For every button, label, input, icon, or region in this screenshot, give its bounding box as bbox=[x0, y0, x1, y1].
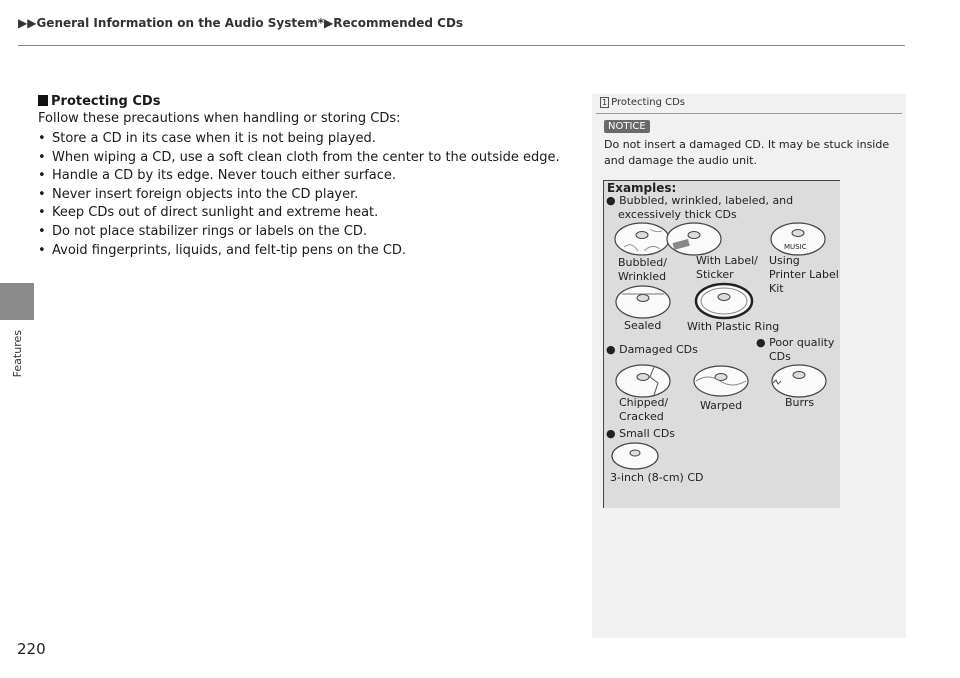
burrs-label: Burrs bbox=[785, 396, 815, 409]
notice-text: Do not insert a damaged CD. It may be stuck inside and damage the audio unit. bbox=[604, 138, 890, 167]
warped-cd-icon bbox=[692, 363, 750, 399]
section-label: Features bbox=[11, 330, 24, 378]
sticker-label-2: Sticker bbox=[696, 268, 734, 281]
sticker-label-1: With Label/ bbox=[696, 254, 758, 267]
page-number: 220 bbox=[17, 640, 46, 658]
examples-heading: Examples: bbox=[607, 181, 677, 195]
warped-label: Warped bbox=[700, 399, 743, 412]
group-label-damaged: ● Damaged CDs bbox=[606, 343, 698, 356]
sidebar-title-text: Protecting CDs bbox=[611, 97, 685, 108]
bubbled-label-1: Bubbled/ bbox=[618, 256, 667, 269]
section-title-text: Protecting CDs bbox=[51, 94, 161, 109]
chipped-label-2: Cracked bbox=[619, 410, 664, 423]
section-tab bbox=[0, 283, 34, 320]
group-label-thick-2: excessively thick CDs bbox=[618, 208, 737, 221]
list-item: • Do not place stabilizer rings or labels on the CD. bbox=[38, 223, 578, 242]
group-label-poor-1: ● Poor quality bbox=[756, 336, 835, 349]
bubbled-cd-icon bbox=[614, 221, 670, 257]
printer-label-2: Printer Label bbox=[769, 268, 839, 281]
sealed-cd-icon bbox=[614, 284, 672, 320]
group-label-thick: ● Bubbled, wrinkled, labeled, and bbox=[606, 194, 794, 207]
plastic-ring-cd-icon bbox=[694, 282, 754, 320]
list-item: • Keep CDs out of direct sunlight and extreme heat. bbox=[38, 204, 578, 223]
small-cd-label: 3-inch (8-cm) CD bbox=[610, 471, 704, 484]
list-item: • When wiping a CD, use a soft clean cloth from the center to the outside edge. bbox=[38, 149, 578, 168]
list-item: • Avoid fingerprints, liquids, and felt-tip pens on the CD. bbox=[38, 242, 578, 261]
sealed-label: Sealed bbox=[624, 319, 662, 332]
notice-badge: NOTICE bbox=[604, 120, 650, 133]
sidebar-panel bbox=[592, 94, 906, 638]
group-label-small: ● Small CDs bbox=[606, 427, 676, 440]
examples-box bbox=[603, 180, 840, 508]
main-content bbox=[38, 94, 578, 260]
bubbled-label-2: Wrinkled bbox=[618, 270, 667, 283]
plastic-ring-label: With Plastic Ring bbox=[687, 320, 780, 333]
square-bullet-icon bbox=[38, 95, 48, 106]
chipped-label-1: Chipped/ bbox=[619, 396, 669, 409]
burrs-cd-icon bbox=[770, 363, 828, 399]
list-item: • Handle a CD by its edge. Never touch either surface. bbox=[38, 167, 578, 186]
chipped-cd-icon bbox=[614, 363, 672, 399]
precaution-list bbox=[38, 130, 578, 260]
svg-text:MUSIC: MUSIC bbox=[784, 243, 807, 251]
printer-label-1: Using bbox=[769, 254, 800, 267]
sidebar-divider bbox=[596, 113, 902, 114]
section-title bbox=[38, 94, 578, 109]
labeled-cd-icon bbox=[666, 221, 722, 257]
list-item: • Store a CD in its case when it is not being played. bbox=[38, 130, 578, 149]
ref-mark: 1 bbox=[602, 98, 608, 107]
printer-label-3: Kit bbox=[769, 282, 784, 295]
small-cd-icon bbox=[610, 441, 660, 471]
sidebar-title bbox=[600, 97, 685, 108]
breadcrumb: ▶▶General Information on the Audio System*▶Recommended CDs bbox=[18, 16, 464, 30]
group-label-poor-2: CDs bbox=[769, 350, 791, 363]
printer-label-cd-icon bbox=[769, 221, 827, 257]
header-divider bbox=[18, 45, 905, 46]
list-item: • Never insert foreign objects into the CD player. bbox=[38, 186, 578, 205]
intro-text: Follow these precautions when handling or storing CDs: bbox=[38, 111, 401, 126]
